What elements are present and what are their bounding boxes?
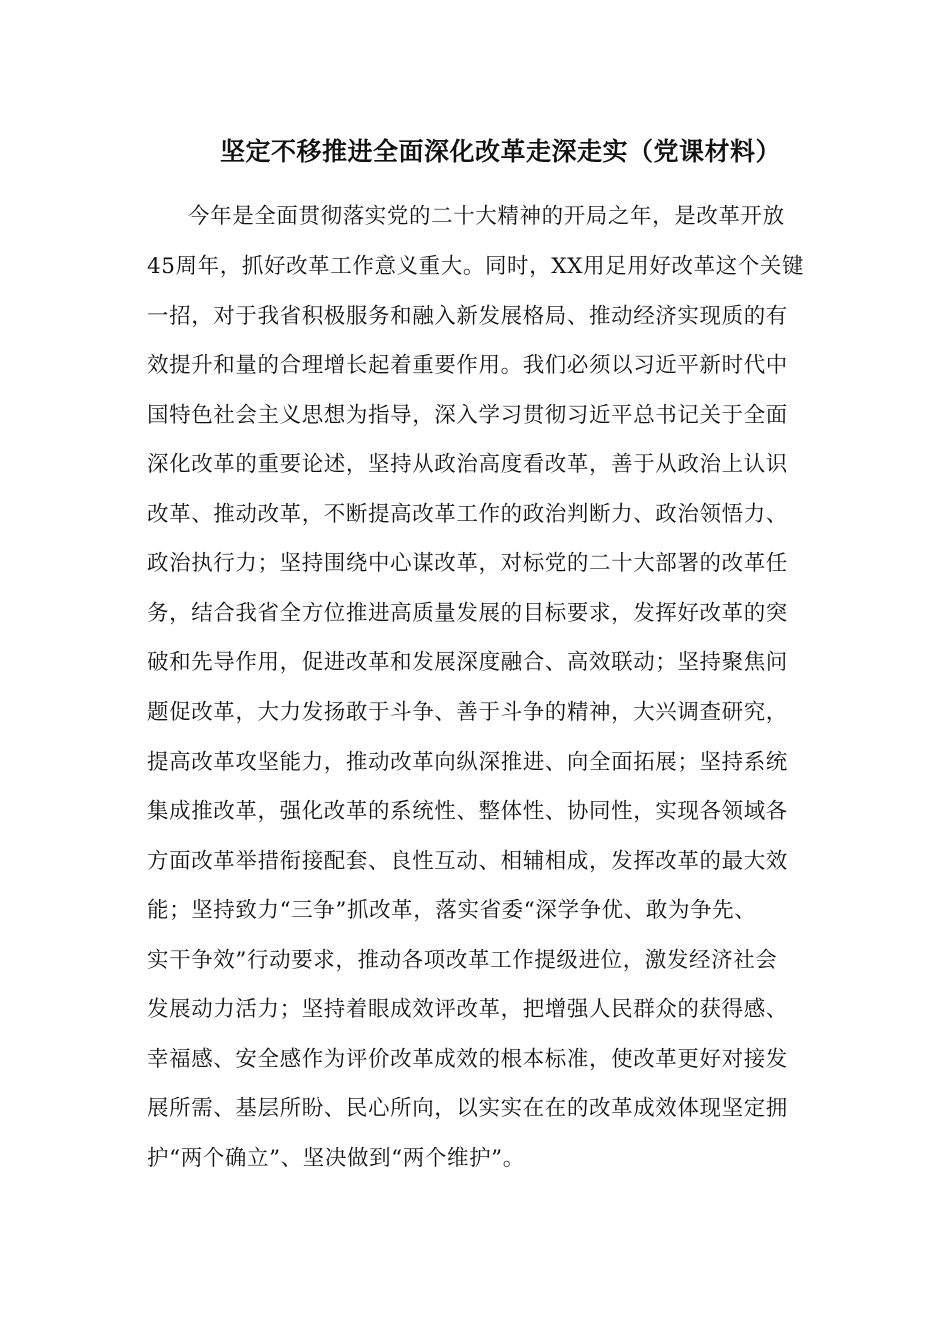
paragraph-line: 实干争效”行动要求，推动各项改革工作提级进位，激发经济社会 — [147, 948, 778, 973]
paragraph-line: 国特色社会主义思想为指导，深入学习贯彻习近平总书记关于全面 — [147, 403, 788, 428]
paragraph-line: 方面改革举措衔接配套、良性互动、相辅相成，发挥改革的最大效 — [147, 849, 788, 874]
paragraph-line: 幸福感、安全感作为评价改革成效的根本标准，使改革更好对接发 — [147, 1047, 788, 1072]
paragraph-line: 深化改革的重要论述，坚持从政治高度看改革，善于从政治上认识 — [147, 452, 788, 477]
paragraph-line: 45周年，抓好改革工作意义重大。同时，XX用足用好改革这个关键 — [147, 254, 805, 279]
paragraph-line: 发展动力活力；坚持着眼成效评改革，把增强人民群众的获得感、 — [147, 997, 788, 1022]
paragraph-line: 政治执行力；坚持围绕中心谋改革，对标党的二十大部署的改革任 — [147, 551, 788, 576]
paragraph-line: 能；坚持致力“三争”抓改革，落实省委“深学争优、敢为争先、 — [147, 898, 757, 923]
paragraph-line: 今年是全面贯彻落实党的二十大精神的开局之年，是改革开放 — [188, 204, 785, 229]
paragraph-line: 提高改革攻坚能力，推动改革向纵深推进、向全面拓展；坚持系统 — [147, 750, 788, 775]
paragraph-line: 一招，对于我省积极服务和融入新发展格局、推动经济实现质的有 — [147, 304, 788, 329]
paragraph-line: 务，结合我省全方位推进高质量发展的目标要求，发挥好改革的突 — [147, 601, 788, 626]
paragraph-line: 展所需、基层所盼、民心所向，以实实在在的改革成效体现坚定拥 — [147, 1096, 788, 1121]
paragraph-line: 效提升和量的合理增长起着重要作用。我们必须以习近平新时代中 — [147, 353, 788, 378]
paragraph-line: 集成推改革，强化改革的系统性、整体性、协同性，实现各领域各 — [147, 799, 788, 824]
paragraph-line: 护“两个确立”、坚决做到“两个维护”。 — [147, 1146, 525, 1171]
document-title: 坚定不移推进全面深化改革走深走实（党课材料） — [220, 137, 782, 166]
paragraph-line: 题促改革，大力发扬敢于斗争、善于斗争的精神，大兴调查研究， — [147, 700, 788, 725]
paragraph-line: 破和先导作用，促进改革和发展深度融合、高效联动；坚持聚焦问 — [147, 650, 788, 675]
paragraph-line: 改革、推动改革，不断提高改革工作的政治判断力、政治领悟力、 — [147, 502, 788, 527]
